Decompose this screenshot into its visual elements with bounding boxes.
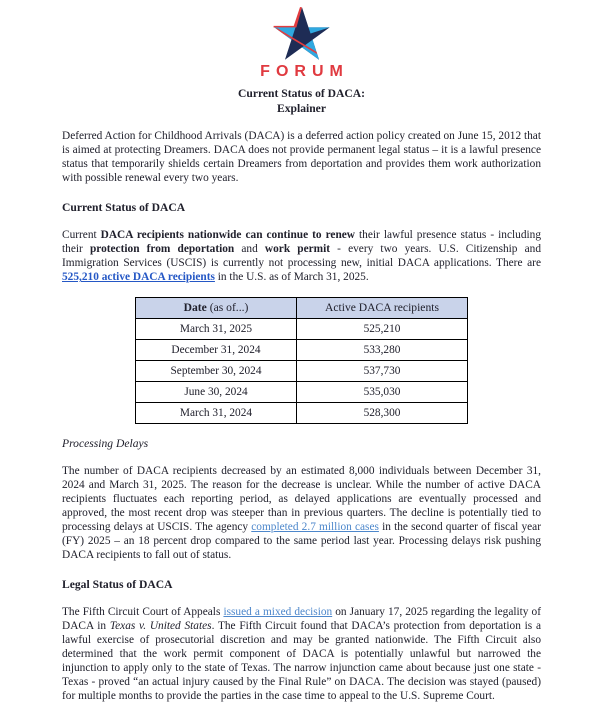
text-segment: Current (62, 229, 101, 241)
brand-wordmark: FORUM (260, 63, 349, 80)
daca-recipients-table (135, 297, 468, 424)
text-segment: . The Fifth Circuit found that DACA’s protection from deportation is a lawful exercise of prosecutorial discretion and may be granted nationwide. The Fifth Circuit also determined that the work permit component of DACA is potentially unlawful but narrowed the injunction to apply only to the state of Texas. The narrow injunction came about because just one state - Texas - proved “an actual injury caused by the Final Rule” on DACA. The decision was stayed (paused) for multiple months to provide the parties in the case time to appeal to the U.S. Supreme Court. (62, 620, 544, 702)
table-header-date-rest: (as of...) (206, 301, 249, 314)
table-cell: March 31, 2024 (136, 403, 297, 424)
heading-legal-status: Legal Status of DACA (62, 578, 173, 591)
text-segment: DACA recipients nationwide can continue to renew (100, 229, 355, 241)
table-row (136, 382, 468, 403)
table-cell: 525,210 (297, 319, 468, 340)
table-cell: 533,280 (297, 340, 468, 361)
table-row (136, 361, 468, 382)
legal-status-paragraph (62, 605, 544, 703)
table-cell: December 31, 2024 (136, 340, 297, 361)
page-title-line1: Current Status of DACA: (238, 87, 365, 100)
forum-star-logo-icon (273, 6, 331, 62)
text-segment: Deferred Action for Childhood Arrivals (DACA) is a deferred action policy created on June 15, 2012 that is aimed at protecting Dreamers. DACA does not provide permanent legal status – it is a lawful presence status that temporarily shields certain Dreamers from deportation and provides them work authorization with possible renewal every two years. (62, 130, 544, 184)
page-title-line2: Explainer (277, 101, 326, 115)
table-header-recipients: Active DACA recipients (297, 298, 468, 319)
table-cell: March 31, 2025 (136, 319, 297, 340)
current-status-paragraph (62, 228, 544, 284)
text-segment: work permit (264, 243, 331, 255)
table-cell: June 30, 2024 (136, 382, 297, 403)
text-segment: in the second quarter of fiscal year (FY) 2025 – an 18 percent drop compared to the same period last year. Processing delays risk pushing DACA recipients to fall out of status. (62, 521, 544, 561)
table-row (136, 319, 468, 340)
text-segment: Texas v. United States (109, 620, 212, 632)
subheading-processing-delays: Processing Delays (62, 437, 149, 450)
inline-link[interactable]: completed 2.7 million cases (251, 521, 379, 533)
table-row (136, 403, 468, 424)
table-header-row (136, 298, 468, 319)
table-cell: 535,030 (297, 382, 468, 403)
inline-link[interactable]: 525,210 active DACA recipients (62, 271, 215, 283)
text-segment: on January 17, 2025 regarding the legality of DACA in (62, 606, 544, 632)
text-segment: in the U.S. as of March 31, 2025. (214, 271, 369, 283)
table-header-date-bold: Date (183, 301, 207, 314)
text-segment: and (234, 243, 265, 255)
inline-link[interactable]: issued a mixed decision (223, 606, 333, 618)
table-body (136, 319, 468, 424)
text-segment: protection from deportation (89, 243, 235, 255)
text-segment: The number of DACA recipients decreased by an estimated 8,000 individuals between December 31, 2024 and March 31, 2025. The reason for the decrease is unclear. While the number of active DACA recipients fluctuates each reporting period, as delayed applications are eventually processed and approved, the most recent drop was steeper than in previous quarters. The decline is potentially tied to processing delays at USCIS. The agency (62, 465, 544, 533)
table-header-date (136, 298, 297, 319)
heading-current-status: Current Status of DACA (62, 201, 186, 214)
table-cell: 537,730 (297, 361, 468, 382)
page-title (62, 87, 541, 116)
intro-paragraph (62, 129, 544, 185)
table-row (136, 340, 468, 361)
table-cell: September 30, 2024 (136, 361, 297, 382)
org-logo (62, 6, 541, 80)
table-cell: 528,300 (297, 403, 468, 424)
text-segment: The Fifth Circuit Court of Appeals (62, 606, 224, 618)
processing-delays-paragraph (62, 464, 544, 562)
text-segment: - every two years. U.S. Citizenship and Immigration Services (USCIS) is currently not processing new, initial DACA applications. There are (62, 243, 544, 269)
text-segment: their lawful presence status - including their (62, 229, 544, 255)
